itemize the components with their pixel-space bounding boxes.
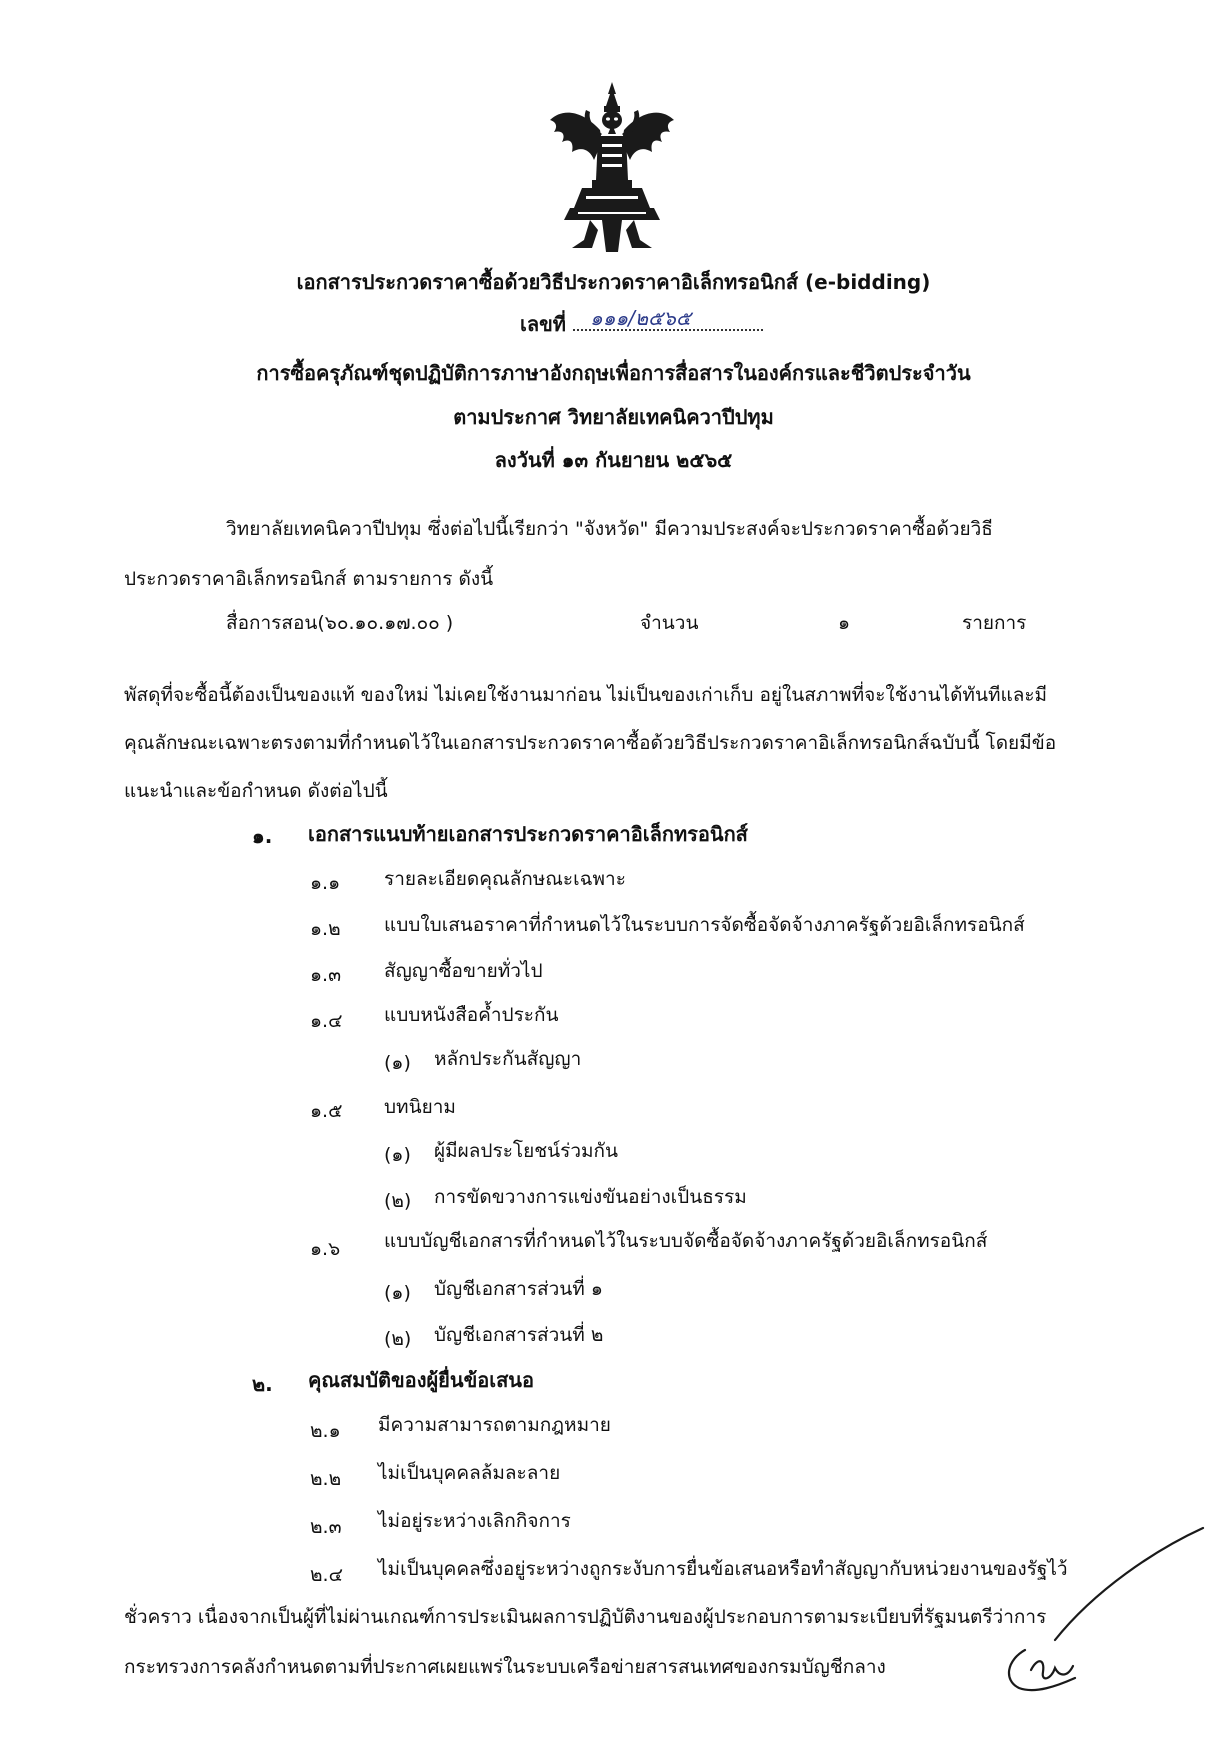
item-2-3-number: ๒.๓: [310, 1516, 342, 1538]
signature-mark: [985, 1520, 1205, 1700]
item-1-4-1-text: หลักประกันสัญญา: [434, 1048, 582, 1070]
intro-line-1: วิทยาลัยเทคนิควาปีปทุม ซึ่งต่อไปนี้เรียกว่า "จังหวัด" มีความประสงค์จะประกวดราคาซื้อด้วยวิธี: [226, 518, 993, 540]
item-2-4-continuation-1: ชั่วคราว เนื่องจากเป็นผู้ที่ไม่ผ่านเกณฑ์การประเมินผลการปฏิบัติงานของผู้ประกอบการตามระเบียบที่รัฐมนตรีว่าการ: [124, 1606, 1047, 1628]
item-2-2-text: ไม่เป็นบุคคลล้มละลาย: [378, 1462, 561, 1484]
item-1-5-number: ๑.๕: [310, 1100, 343, 1122]
item-2-4-text: ไม่เป็นบุคคลซึ่งอยู่ระหว่างถูกระงับการยื่นข้อเสนอหรือทำสัญญากับหน่วยงานของรัฐไว้: [378, 1558, 1068, 1580]
item-1-6-2-text: บัญชีเอกสารส่วนที่ ๒: [434, 1324, 604, 1346]
document-subject: การซื้อครุภัณฑ์ชุดปฏิบัติการภาษาอังกฤษเพื่อการสื่อสารในองค์กรและชีวิตประจำวัน: [256, 361, 971, 385]
item-name: สื่อการสอน(๖๐.๑๐.๑๗.๐๐ ): [226, 612, 454, 634]
item-1-4-1-number: (๑): [384, 1052, 411, 1074]
item-1-6-text: แบบบัญชีเอกสารที่กำหนดไว้ในระบบจัดซื้อจัดจ้างภาครัฐด้วยอิเล็กทรอนิกส์: [384, 1230, 988, 1252]
number-label: เลขที่: [520, 312, 566, 336]
section-1-number: ๑.: [252, 824, 273, 848]
item-1-4-number: ๑.๔: [310, 1010, 343, 1032]
item-1-6-2-number: (๒): [384, 1328, 412, 1350]
handwritten-number: ๑๑๑/๒๕๖๕: [590, 306, 691, 330]
item-1-5-text: บทนิยาม: [384, 1096, 456, 1118]
item-unit: รายการ: [962, 612, 1027, 634]
document-title: เอกสารประกวดราคาซื้อด้วยวิธีประกวดราคาอิเล็กทรอนิกส์ (e-bidding): [296, 270, 931, 294]
item-2-4-continuation-2: กระทรวงการคลังกำหนดตามที่ประกาศเผยแพร่ในระบบเครือข่ายสารสนเทศของกรมบัญชีกลาง: [124, 1656, 886, 1678]
item-2-2-number: ๒.๒: [310, 1468, 342, 1490]
item-1-3-text: สัญญาซื้อขายทั่วไป: [384, 960, 543, 982]
item-1-6-number: ๑.๖: [310, 1238, 341, 1260]
item-1-2-text: แบบใบเสนอราคาที่กำหนดไว้ในระบบการจัดซื้อจัดจ้างภาครัฐด้วยอิเล็กทรอนิกส์: [384, 914, 1025, 936]
item-1-5-2-number: (๒): [384, 1190, 412, 1212]
item-2-1-text: มีความสามารถตามกฎหมาย: [378, 1414, 611, 1436]
item-1-5-1-number: (๑): [384, 1144, 411, 1166]
conditions-line-2: คุณลักษณะเฉพาะตรงตามที่กำหนดไว้ในเอกสารประกวดราคาซื้อด้วยวิธีประกวดราคาอิเล็กทรอนิกส์ฉบับนี้ โดยมีข้อ: [124, 732, 1057, 754]
item-2-4-number: ๒.๔: [310, 1564, 343, 1586]
announcement-line: ตามประกาศ วิทยาลัยเทคนิควาปีปทุม: [453, 405, 774, 429]
item-1-6-1-text: บัญชีเอกสารส่วนที่ ๑: [434, 1278, 603, 1300]
item-1-1-number: ๑.๑: [310, 872, 341, 894]
section-2-number: ๒.: [252, 1372, 273, 1396]
document-date: ลงวันที่ ๑๓ กันยายน ๒๕๖๕: [494, 448, 733, 472]
section-2-title: คุณสมบัติของผู้ยื่นข้อเสนอ: [308, 1368, 534, 1392]
item-1-5-2-text: การขัดขวางการแข่งขันอย่างเป็นธรรม: [434, 1186, 747, 1208]
item-qty: ๑: [838, 612, 851, 634]
section-1-title: เอกสารแนบท้ายเอกสารประกวดราคาอิเล็กทรอนิกส์: [308, 822, 748, 846]
item-1-5-1-text: ผู้มีผลประโยชน์ร่วมกัน: [434, 1140, 619, 1162]
conditions-line-1: พัสดุที่จะซื้อนี้ต้องเป็นของแท้ ของใหม่ ไม่เคยใช้งานมาก่อน ไม่เป็นของเก่าเก็บ อยู่ในสภาพที่จะใช้งานได้ทันทีและมี: [124, 684, 1048, 706]
conditions-line-3: แนะนำและข้อกำหนด ดังต่อไปนี้: [124, 780, 388, 802]
item-1-2-number: ๑.๒: [310, 918, 341, 940]
item-1-1-text: รายละเอียดคุณลักษณะเฉพาะ: [384, 868, 626, 890]
item-2-1-number: ๒.๑: [310, 1420, 341, 1442]
item-2-3-text: ไม่อยู่ระหว่างเลิกกิจการ: [378, 1510, 571, 1532]
item-1-6-1-number: (๑): [384, 1282, 411, 1304]
item-qty-label: จำนวน: [640, 612, 699, 634]
item-1-3-number: ๑.๓: [310, 964, 342, 986]
item-1-4-text: แบบหนังสือค้ำประกัน: [384, 1004, 559, 1026]
intro-line-2: ประกวดราคาอิเล็กทรอนิกส์ ตามรายการ ดังนี้: [124, 568, 494, 590]
garuda-emblem: [542, 80, 682, 255]
